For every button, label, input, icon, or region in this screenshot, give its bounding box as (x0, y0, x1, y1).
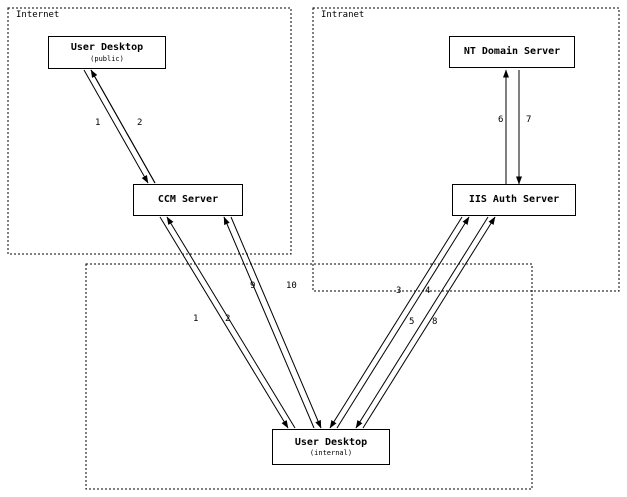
edge-label-1-public: 1 (95, 118, 101, 128)
edge-5 (356, 217, 488, 428)
edge-3 (330, 217, 462, 428)
edge-label-2-public: 2 (137, 118, 143, 128)
edge-label-4: 4 (425, 286, 431, 296)
edge-label-9: 9 (250, 281, 256, 291)
edge-label-8: 8 (432, 317, 438, 327)
edge-label-6: 6 (498, 115, 504, 125)
zone-label-intranet: Intranet (321, 10, 365, 20)
node-user-desktop-public-title: User Desktop (70, 42, 144, 54)
node-user-desktop-internal[interactable] (272, 429, 390, 465)
node-ccm-server-title: CCM Server (157, 194, 219, 206)
edge-label-1-internal: 1 (193, 314, 199, 324)
node-nt-domain-server-title: NT Domain Server (463, 46, 561, 58)
edge-label-10: 10 (286, 281, 297, 291)
node-ccm-server[interactable] (133, 184, 243, 216)
node-user-desktop-public-subtitle: (public) (90, 54, 124, 63)
node-iis-auth-server-title: IIS Auth Server (468, 194, 560, 206)
node-nt-domain-server[interactable] (449, 36, 575, 68)
edge-4 (337, 217, 469, 428)
edge-label-7: 7 (526, 115, 532, 125)
node-user-desktop-internal-subtitle: (internal) (309, 449, 353, 458)
edge-label-5: 5 (409, 317, 415, 327)
zone-label-internet: Internet (16, 10, 60, 20)
edge-label-2-internal: 2 (225, 314, 231, 324)
edge-8 (363, 217, 495, 428)
edge-label-3: 3 (396, 286, 402, 296)
edge-2-public (91, 70, 155, 183)
node-user-desktop-public[interactable] (48, 36, 166, 69)
node-user-desktop-internal-title: User Desktop (294, 436, 368, 448)
node-iis-auth-server[interactable] (452, 184, 576, 216)
